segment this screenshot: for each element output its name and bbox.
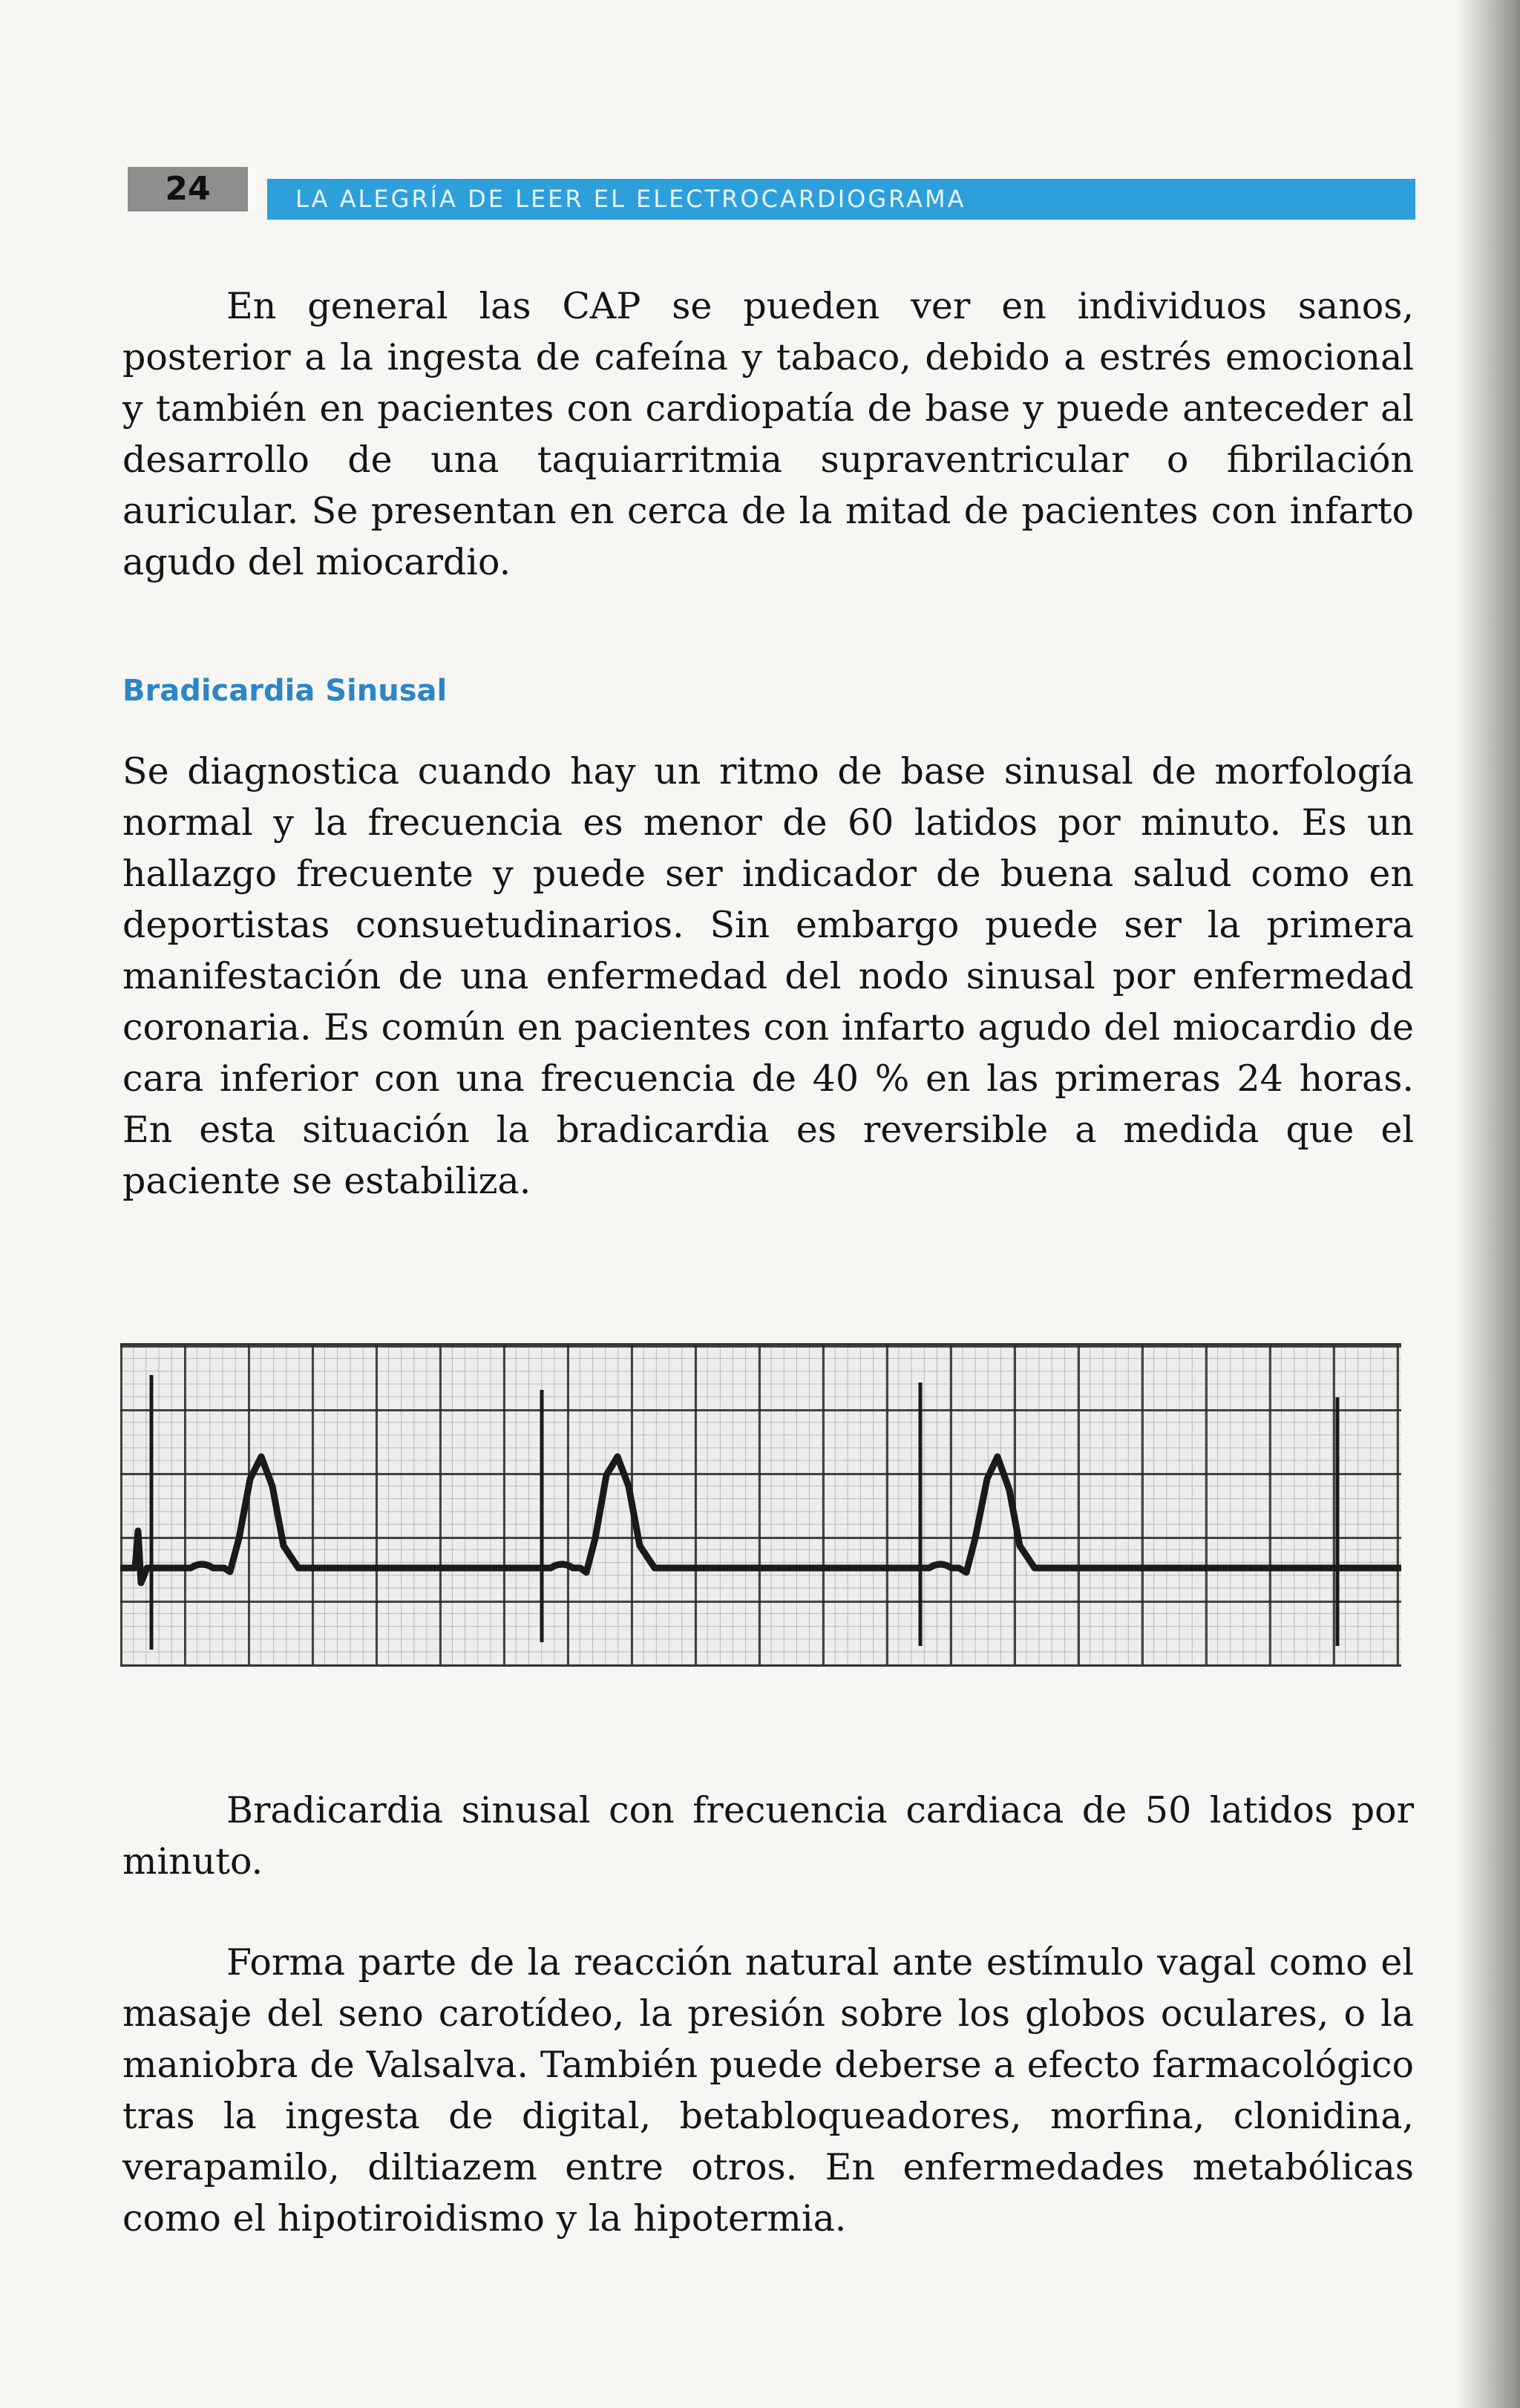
paragraph-cap: En general las CAP se pueden ver en individuos sanos, posterior a la ingesta de cafeína y tabaco, debido a estrés emocional y también en pacientes con cardiopatía de base y puede anteceder al desarrollo de una taquiarritmia supraventricular o fibrilación auricular. Se presentan en cerca de la mitad de pacientes con infarto agudo del miocardio.	[122, 285, 1414, 583]
ecg-strip-figure	[120, 1343, 1401, 1667]
ecg-waveform	[120, 1457, 1401, 1583]
ecg-trace	[120, 1345, 1401, 1664]
page-edge-shadow	[1457, 0, 1520, 2408]
page-number: 24	[128, 167, 257, 211]
paragraph-bradicardia: Se diagnostica cuando hay un ritmo de base sinusal de morfología normal y la frecuencia es menor de 60 latidos por minuto. Es un hallazgo frecuente y puede ser indicador de buena salud como en deportistas consuetudinarios. Sin embargo puede ser la primera manifestación de una enfermedad del nodo sinusal por enfermedad coronaria. Es común en pacientes con infarto agudo del miocardio de cara inferior con una frecuencia de 40 % en las primeras 24 horas. En esta situación la bradicardia es reversible a medida que el paciente se estabiliza.	[122, 750, 1414, 1202]
paragraph-vagal: Forma parte de la reacción natural ante estímulo vagal como el masaje del seno carotídeo, la presión sobre los globos oculares, o la maniobra de Valsalva. También puede deberse a efecto farmacológico tras la ingesta de digital, betabloqueadores, morfina, clonidina, verapamilo, diltiazem entre otros. En enfermedades metabólicas como el hipotiroidismo y la hipotermia.	[122, 1941, 1414, 2240]
page-header	[128, 167, 1415, 223]
section-heading: Bradicardia Sinusal	[122, 674, 448, 708]
running-title: LA ALEGRÍA DE LEER EL ELECTROCARDIOGRAMA	[267, 179, 1415, 220]
figure-caption: Bradicardia sinusal con frecuencia cardiaca de 50 latidos por minuto.	[122, 1789, 1414, 1883]
